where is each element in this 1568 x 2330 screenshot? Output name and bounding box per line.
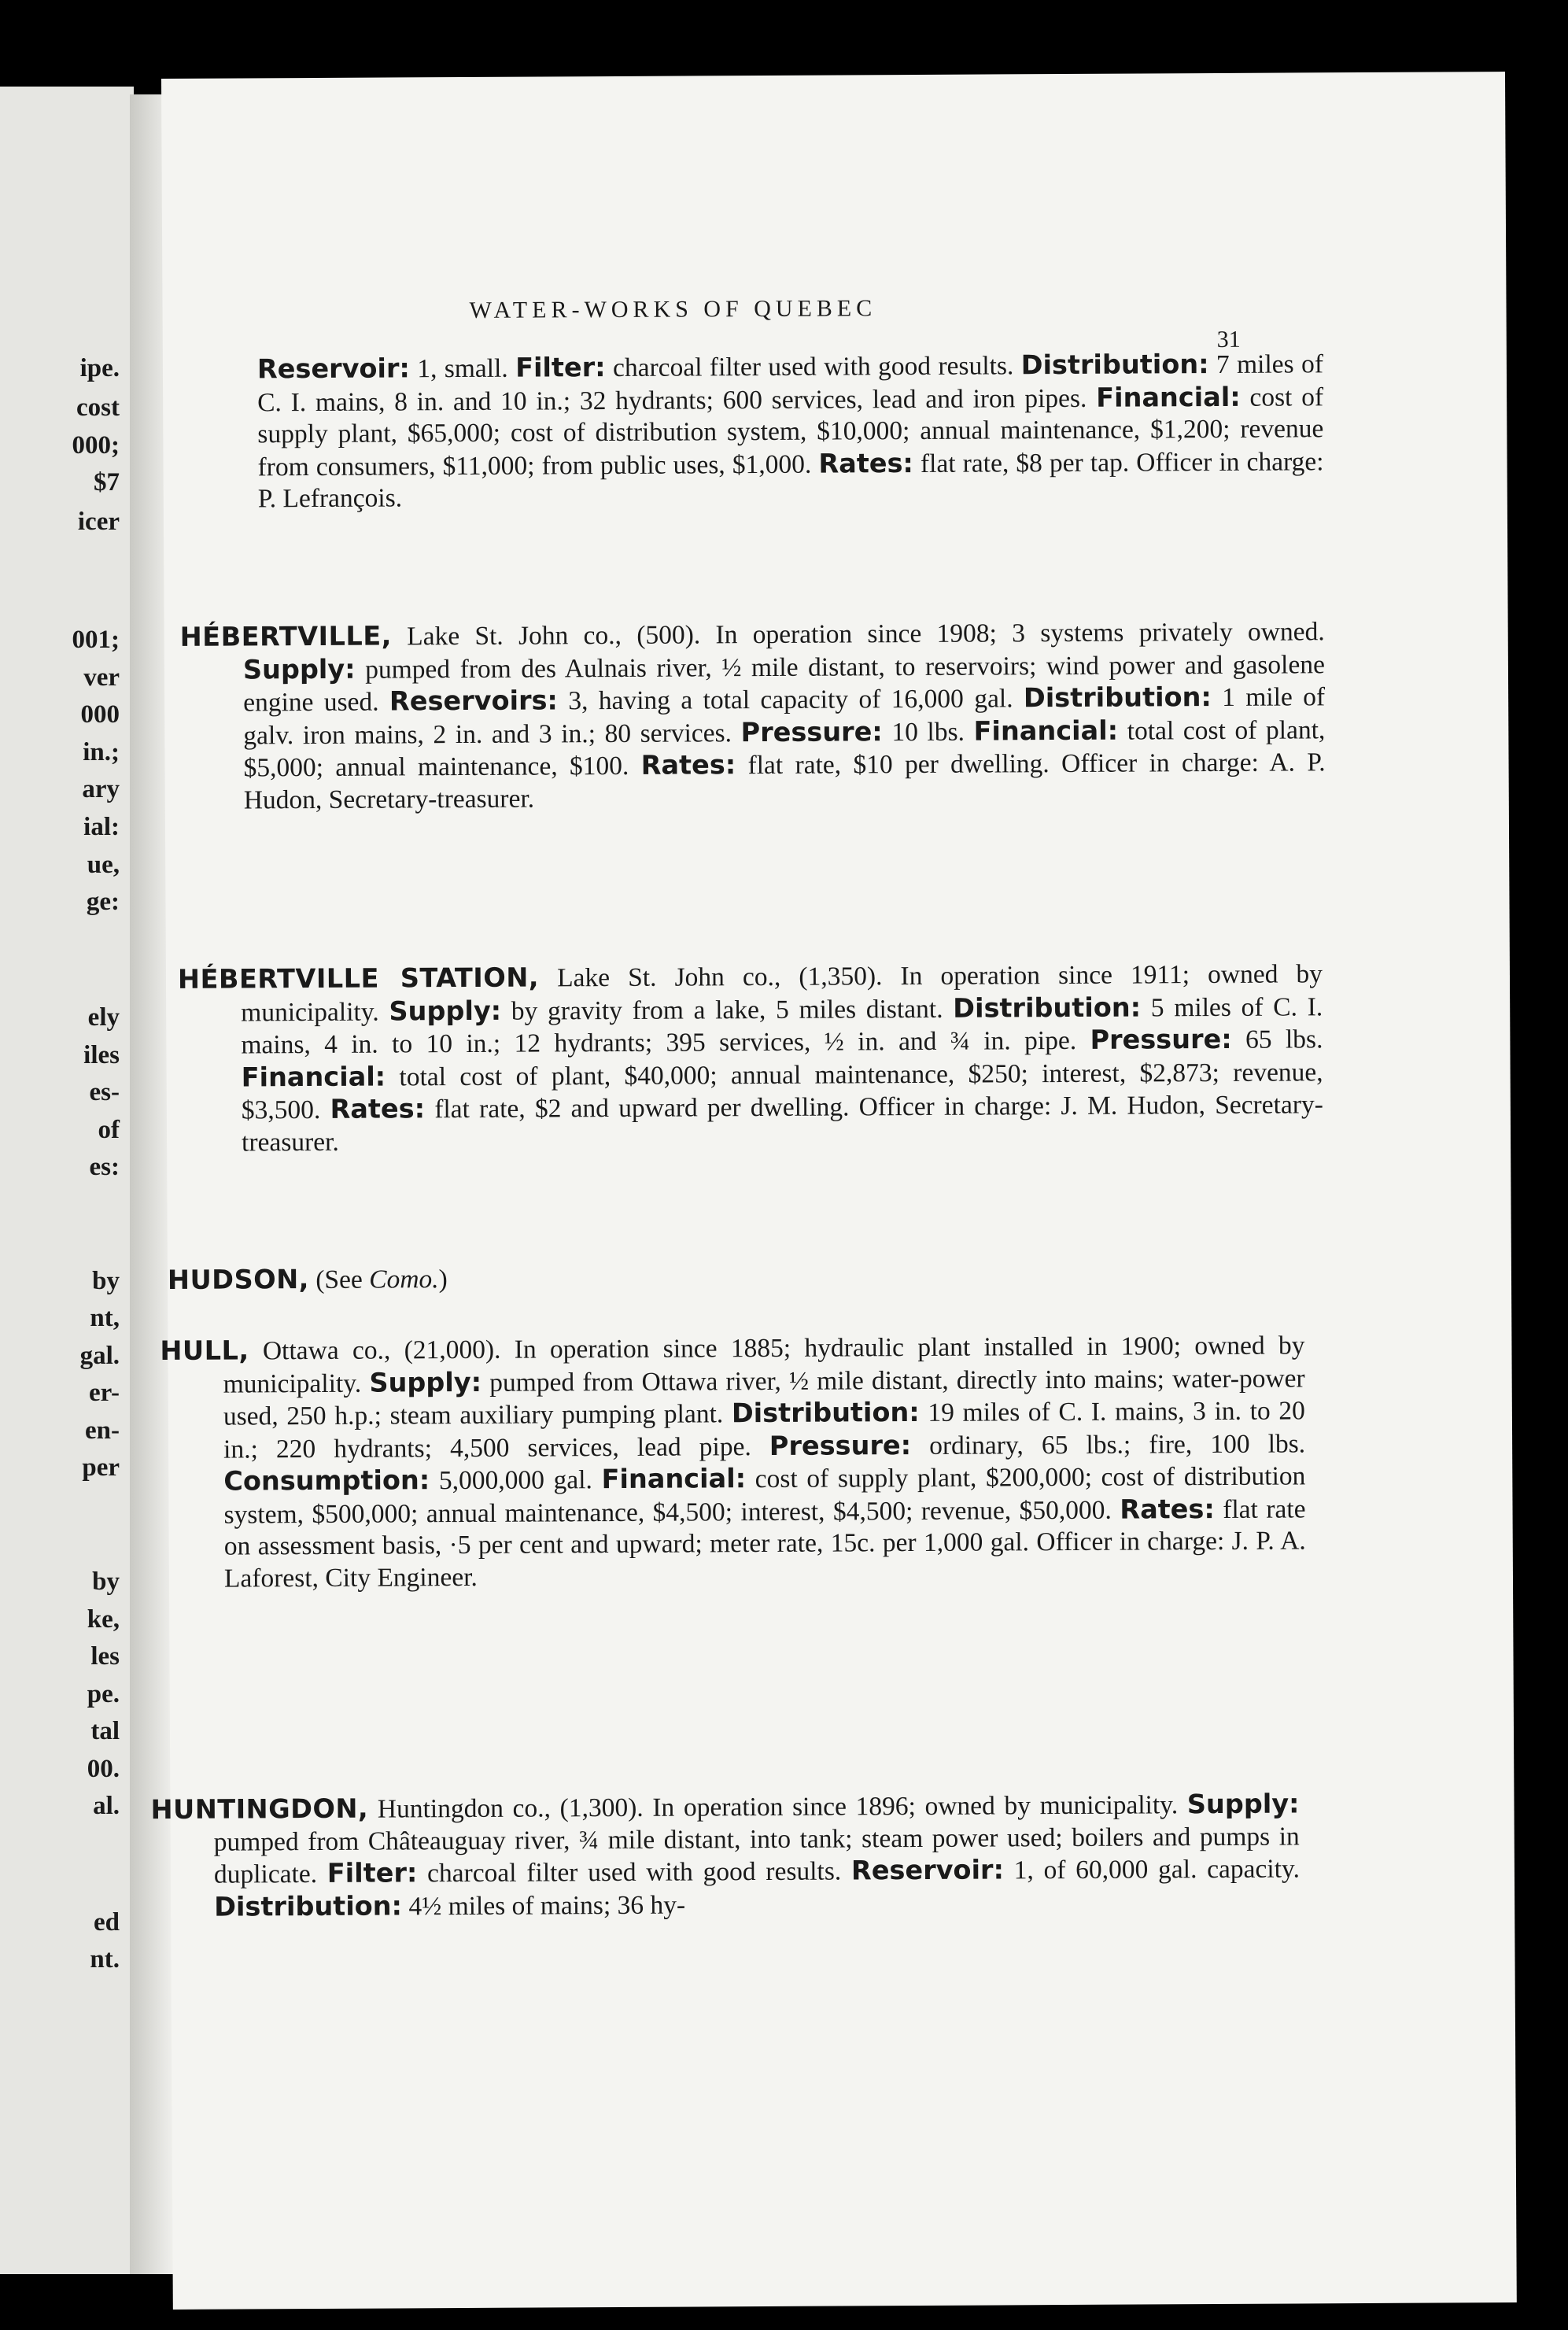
running-head: WATER-WORKS OF QUEBEC [469, 295, 877, 323]
entry-text-run: charcoal filter used with good results. [417, 1856, 852, 1889]
entry-hull [160, 1329, 1306, 1595]
field-label: Supply: [1186, 1788, 1300, 1820]
entry-hebertville-station [178, 958, 1323, 1159]
entry-text-run: 4½ miles of mains; 36 hy- [401, 1890, 686, 1921]
entry-hebertville [180, 615, 1326, 817]
field-label: Supply: [389, 995, 502, 1027]
entry-text [160, 1329, 1306, 1595]
entry-text-run: 10 lbs. [882, 717, 974, 747]
left-page-fragment: by [92, 1567, 120, 1596]
left-page-fragment: ge: [86, 888, 120, 916]
entry-text-run: 1, small. [409, 353, 516, 384]
entry-text-run: pumped from des Aulnais river, ½ mile distant, to reservoirs; wind power and gasolene engine used. [243, 649, 1326, 718]
entry-text-run: flat rate, $2 and upward per dwelling. Officer in charge: J. M. Hudon, Secretary-treasurer. [241, 1090, 1323, 1157]
left-page-fragment: by [92, 1267, 120, 1295]
entry-text-run: 19 miles of C. I. mains, 3 in. to 20 in.; 220 hydrants; 4,500 services, lead pipe. [223, 1396, 1305, 1464]
entry-huntingdon [150, 1788, 1300, 1924]
entry-text-run: flat rate, $8 per tap. Officer in charge: P. Lefrançois. [257, 446, 1324, 514]
left-page-fragment: gal. [79, 1342, 120, 1370]
left-page-fragment: in.; [83, 738, 120, 766]
left-page-fragment: les [90, 1642, 120, 1671]
entry-text-run: Lake St. John co., (1,350). In operation since 1911; owned by municipality. [241, 959, 1323, 1027]
left-page-fragment: en- [85, 1416, 120, 1445]
field-label: Distribution: [1020, 349, 1209, 381]
entry-continuation [257, 348, 1324, 515]
entry-text [178, 958, 1323, 1159]
left-page-fragment: icer [77, 508, 120, 536]
entry-text-run: by gravity from a lake, 5 miles distant. [501, 994, 954, 1026]
left-page-fragment: es- [89, 1078, 120, 1106]
entry-text-run: ) [438, 1265, 448, 1294]
page-number: 31 [1216, 326, 1241, 353]
entry-text [257, 348, 1324, 515]
left-page-fragment: ial: [83, 813, 120, 841]
left-page-fragment: tal [90, 1717, 120, 1745]
field-label: Distribution: [953, 991, 1142, 1024]
entry-headword: HÉBERTVILLE, [179, 620, 393, 652]
entry-text-run: Ottawa co., (21,000). In operation since 1885; hydraulic plant installed in 1900; owned by municipality. [223, 1331, 1305, 1399]
field-label: Pressure: [769, 1429, 912, 1461]
left-page-fragment: pe. [87, 1680, 120, 1708]
entry-text-run: flat rate on assessment basis, ·5 per cent and upward; meter rate, 15c. per 1,000 gal. Officer in charge: J. P. A. Laforest, City Engineer. [223, 1494, 1306, 1593]
field-label: Distribution: [1023, 681, 1212, 714]
entry-text-run: flat rate, $10 per dwelling. Officer in charge: A. P. Hudon, Secretary-treasurer. [243, 748, 1326, 814]
field-label: Distribution: [214, 1889, 403, 1922]
left-page-fragment: 001; [72, 626, 120, 654]
left-page [0, 87, 134, 2274]
left-page-fragment: $7 [94, 468, 120, 497]
left-page-fragment: nt, [90, 1304, 120, 1332]
field-label: Reservoir: [256, 353, 410, 385]
left-page-fragment: ed [94, 1908, 120, 1937]
entry-text-run: ordinary, 65 lbs.; fire, 100 lbs. [910, 1428, 1306, 1460]
entry-text-run: charcoal filter used with good results. [605, 351, 1021, 383]
left-page-fragment: al. [93, 1792, 120, 1820]
right-page [150, 72, 1517, 2310]
field-label: Reservoir: [850, 1854, 1005, 1886]
field-label: Supply: [369, 1366, 482, 1398]
entry-headword: HUNTINGDON, [150, 1793, 369, 1826]
left-page-fragment: 00. [87, 1755, 120, 1783]
entry-text-run: Huntingdon co., (1,300). In operation since 1896; owned by municipality. [368, 1790, 1187, 1824]
field-label: Financial: [1096, 381, 1241, 413]
field-label: Rates: [330, 1093, 426, 1124]
entry-text-run: 65 lbs. [1231, 1025, 1323, 1054]
entry-text-run: 5,000,000 gal. [430, 1465, 602, 1496]
entry-text-run: 1 mile of galv. iron mains, 2 in. and 3 in.; 80 services. [243, 682, 1326, 750]
left-page-fragment: nt. [90, 1945, 120, 1974]
field-label: Financial: [601, 1463, 747, 1495]
field-label: Filter: [515, 352, 606, 383]
field-label: Reservoirs: [389, 685, 558, 717]
entry-text-run: 3, having a total capacity of 16,000 gal. [557, 684, 1024, 716]
left-page-fragment: ue, [87, 851, 120, 879]
left-page-fragment: ver [83, 663, 120, 692]
left-page-fragment: cost [76, 393, 120, 422]
field-label: Consumption: [223, 1464, 430, 1497]
entry-text-run: 1, of 60,000 gal. capacity. [1003, 1854, 1301, 1885]
entry-text [168, 1258, 1312, 1297]
field-label: Pressure: [740, 715, 883, 748]
entry-text-run: Lake St. John co., (500). In operation since 1908; 3 systems privately owned. [391, 617, 1325, 652]
entry-text-run: pumped from Châteauguay river, ¾ mile distant, into tank; steam power used; boilers and pumps in duplicate. [213, 1821, 1300, 1889]
entry-text [150, 1788, 1300, 1924]
field-label: Financial: [973, 715, 1119, 747]
entry-text-run: cost of supply plant, $65,000; cost of distribution system, $10,000; annual maintenance, $1,200; revenue from consumers, $11,000; from public uses, $1,000. [257, 382, 1324, 482]
field-label: Financial: [241, 1061, 386, 1092]
entry-text-run: cost of supply plant, $200,000; cost of distribution system, $500,000; annual maintenance, $4,500; interest, $4,500; revenue, $50,000. [223, 1461, 1306, 1530]
left-page-fragment: 000 [80, 700, 120, 729]
left-page-fragment: per [82, 1453, 120, 1482]
entry-text-run: total cost of plant, $5,000; annual maintenance, $100. [243, 715, 1326, 783]
field-label: Filter: [327, 1857, 418, 1889]
cross-reference: Como. [369, 1265, 439, 1294]
left-page-fragment: er- [88, 1379, 120, 1407]
entry-headword: HULL, [160, 1335, 249, 1367]
left-page-fragment: ipe. [79, 354, 120, 382]
entry-text-run: 5 miles of C. I. mains, 4 in. to 10 in.; 12 hydrants; 395 services, ½ in. and ¾ in. pipe. [241, 991, 1323, 1060]
entry-text-run: pumped from Ottawa river, ½ mile distant, directly into mains; water-power used, 250 h.p.; steam auxiliary pumping plant. [223, 1363, 1305, 1431]
left-page-fragment: ke, [87, 1605, 120, 1634]
left-page-fragment: 000; [72, 431, 120, 460]
left-page-fragment: ary [82, 775, 120, 803]
field-label: Rates: [818, 447, 913, 479]
entry-hudson [168, 1258, 1312, 1297]
left-page-fragment: es: [89, 1153, 120, 1181]
left-page-fragment: of [98, 1116, 120, 1144]
entry-headword: HÉBERTVILLE STATION, [177, 962, 540, 995]
field-label: Supply: [242, 653, 356, 685]
field-label: Distribution: [731, 1396, 920, 1429]
entry-text-run: (See [308, 1265, 370, 1295]
left-page-fragment: ely [87, 1003, 120, 1032]
field-label: Rates: [1120, 1493, 1215, 1525]
field-label: Rates: [640, 749, 736, 781]
left-page-fragment: iles [83, 1041, 120, 1069]
entry-text-run: total cost of plant, $40,000; annual maintenance, $250; interest, $2,873; revenue, $3,500. [241, 1057, 1323, 1125]
entry-text [180, 615, 1326, 817]
entry-headword: HUDSON, [167, 1264, 310, 1295]
entry-text-run: 7 miles of C. I. mains, 8 in. and 10 in.; 32 hydrants; 600 services, lead and iron pipes. [257, 349, 1324, 417]
field-label: Pressure: [1090, 1023, 1232, 1055]
